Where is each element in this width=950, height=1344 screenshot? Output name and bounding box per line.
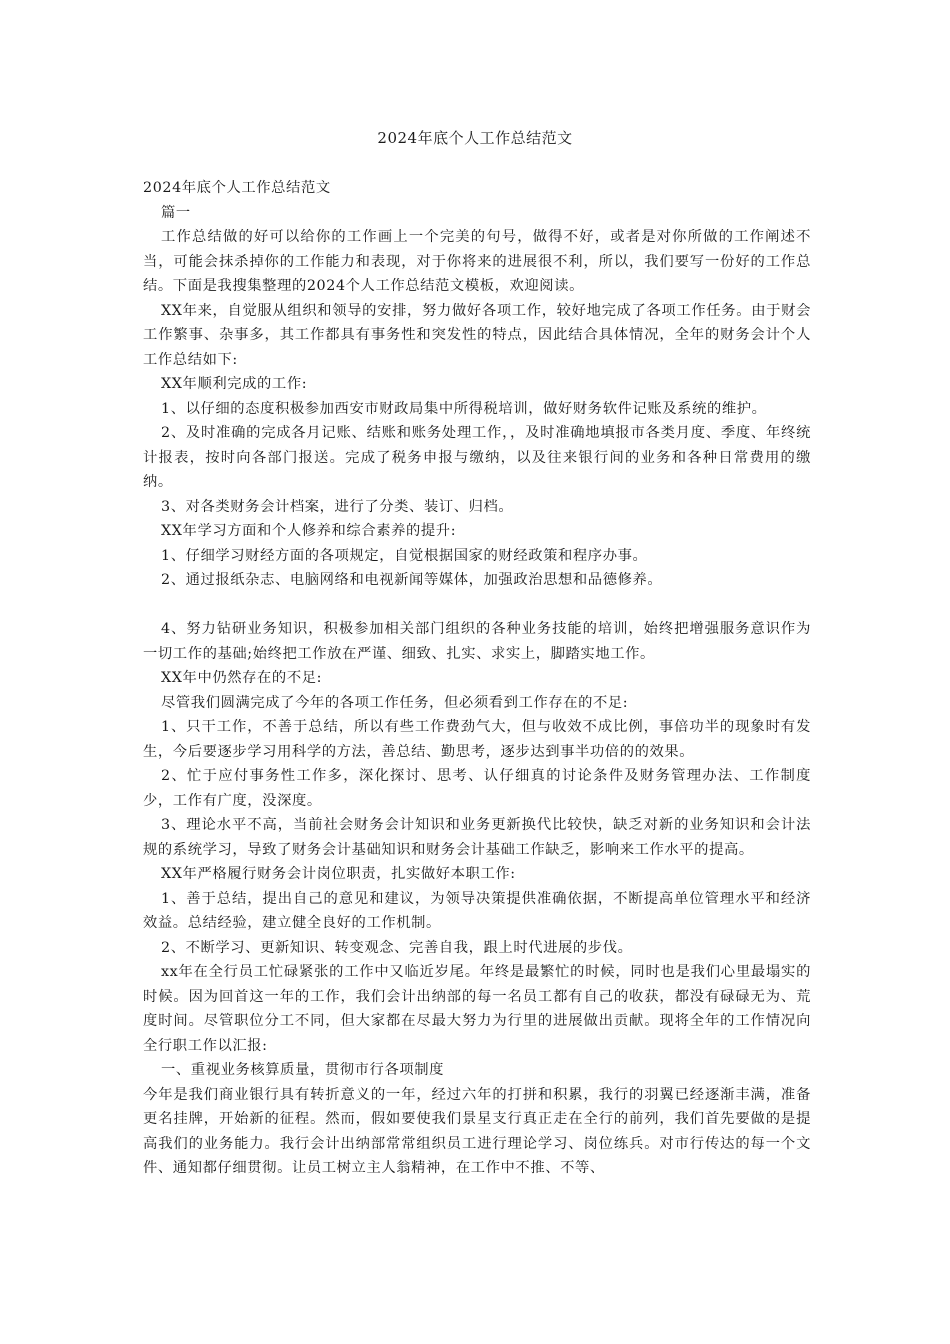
blank-line (143, 593, 811, 618)
paragraph: 2、及时准确的完成各月记账、结账和账务处理工作，，及时准确地填报市各类月度、季度、年终统计报表，按时向各部门报送。完成了税务申报与缴纳，以及往来银行间的业务和各种日常费用的缴纳。 (143, 425, 811, 490)
paragraph: 1、善于总结，提出自己的意见和建议，为领导决策提供准确依据，不断提高单位管理水平和经济效益。总结经验，建立健全良好的工作机制。 (143, 890, 811, 931)
paragraph: XX年来，自觉服从组织和领导的安排，努力做好各项工作，较好地完成了各项工作任务。由于财会工作繁事、杂事多，其工作都具有事务性和突发性的特点，因此结合具体情况，全年的财务会计个人工作总结如下: (143, 302, 811, 368)
document-title: 2024年底个人工作总结范文 (377, 129, 573, 147)
paragraph: 2、不断学习、更新知识、转变观念、完善自我，跟上时代进展的步伐。 (161, 939, 633, 956)
paragraph: 3、理论水平不高，当前社会财务会计知识和业务更新换代比较快，缺乏对新的业务知识和会计法规的系统学习，导致了财务会计基础知识和财务会计基础工作缺乏，影响来工作水平的提高。 (143, 817, 811, 858)
paragraph: 一、重视业务核算质量，贯彻市行各项制度 (161, 1062, 445, 1078)
paragraph: XX年顺利完成的工作: (161, 376, 308, 392)
document-body (143, 176, 811, 1181)
paragraph: xx年在全行员工忙碌紧张的工作中又临近岁尾。年终是最繁忙的时候，同时也是我们心里最塌实的时候。因为回首这一年的工作，我们会计出纳部的每一名员工都有自己的收获，都没有碌碌无为、荒度时间。尽管职位分工不同，但大家都在尽最大努力为行里的进展做出贡献。现将全年的工作情况向全行职工作以汇报: (143, 964, 811, 1054)
paragraph: 篇一 (161, 204, 191, 221)
paragraph: 2、忙于应付事务性工作多，深化探讨、思考、认仔细真的讨论条件及财务管理办法、工作制度少，工作有广度，没深度。 (143, 768, 811, 809)
paragraph: XX年严格履行财务会计岗位职责，扎实做好本职工作: (161, 866, 516, 882)
paragraph: 今年是我们商业银行具有转折意义的一年，经过六年的打拼和积累，我行的羽翼已经逐渐丰满，准备更名挂牌，开始新的征程。然而，假如要使我们景星支行真正走在全行的前列，我们首先要做的是提高我们的业务能力。我行会计出纳部常常组织员工进行理论学习、岗位练兵。对市行传达的每一个文件、通知都仔细贯彻。让员工树立主人翁精神，在工作中不推、不等、 (143, 1086, 811, 1176)
paragraph: XX年中仍然存在的不足: (161, 670, 323, 686)
paragraph: 1、仔细学习财经方面的各项规定，自觉根据国家的财经政策和程序办事。 (161, 547, 648, 564)
paragraph: 工作总结做的好可以给你的工作画上一个完美的句号，做得不好，或者是对你所做的工作阐述不当，可能会抹杀掉你的工作能力和表现，对于你将来的进展很不利，所以，我们要写一份好的工作总结。下面是我搜集整理的2024个人工作总结范文模板，欢迎阅读。 (143, 229, 811, 294)
paragraph: 尽管我们圆满完成了今年的各项工作任务，但必须看到工作存在的不足: (161, 694, 629, 711)
paragraph: 2、通过报纸杂志、电脑网络和电视新闻等媒体，加强政治思想和品德修养。 (161, 572, 663, 588)
paragraph: 1、以仔细的态度积极参加西安市财政局集中所得税培训，做好财务软件记账及系统的维护。 (161, 400, 767, 417)
paragraph: 2024年底个人工作总结范文 (143, 180, 331, 196)
paragraph: 1、只干工作，不善于总结，所以有些工作费劲气大，但与收效不成比例，事倍功半的现象时有发生，今后要逐步学习用科学的方法，善总结、勤思考，逐步达到事半功倍的的效果。 (143, 719, 811, 760)
paragraph: XX年学习方面和个人修养和综合素养的提升: (161, 523, 457, 539)
paragraph: 4、努力钻研业务知识，积极参加相关部门组织的各种业务技能的培训，始终把增强服务意识作为一切工作的基础;始终把工作放在严谨、细致、扎实、求实上，脚踏实地工作。 (143, 621, 811, 662)
paragraph: 3、对各类财务会计档案，进行了分类、装订、归档。 (161, 498, 514, 515)
